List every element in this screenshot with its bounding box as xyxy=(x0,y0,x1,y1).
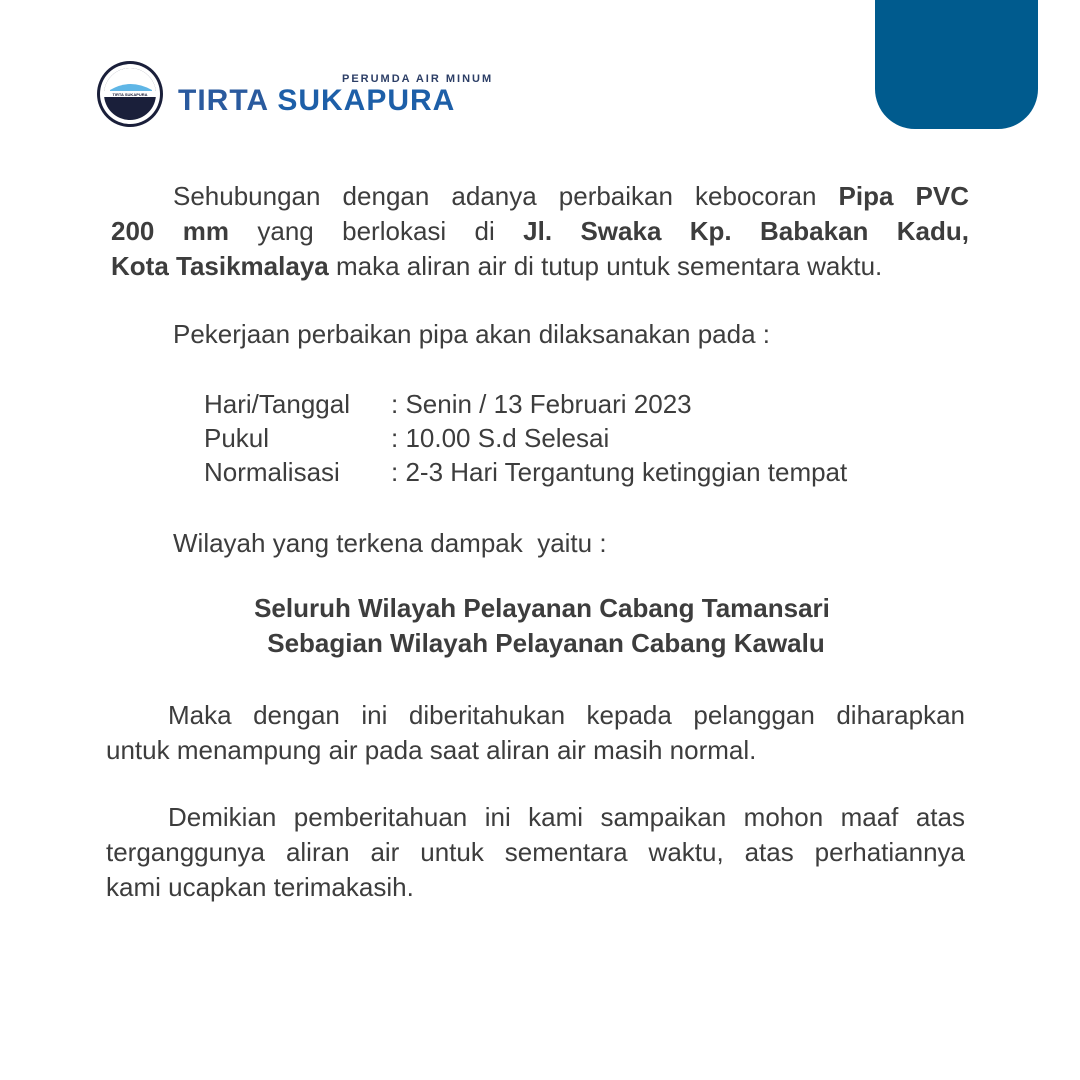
notice-paragraph xyxy=(106,698,965,768)
logo-tagline: PERUMDA AIR MINUM xyxy=(342,73,494,85)
closing-line-1: Demikian pemberitahuan ini kami sampaikan mohon maaf atas xyxy=(168,802,965,832)
affected-area-item: Seluruh Wilayah Pelayanan Cabang Tamansari xyxy=(254,593,830,623)
schedule-row-normalization xyxy=(204,455,847,489)
emblem-text: TIRTA SUKAPURA xyxy=(112,92,148,97)
affected-areas xyxy=(111,591,981,661)
logo-wordmark xyxy=(178,84,455,118)
affected-area-item: Sebagian Wilayah Pelayanan Cabang Kawalu xyxy=(267,628,825,658)
schedule-table xyxy=(204,387,847,489)
tirta-sukapura-emblem-icon xyxy=(96,60,164,128)
closing-line-2: terganggunya aliran air untuk sementara waktu, atas perhatiannya xyxy=(106,837,965,867)
intro-line-3: Kota Tasikmalaya maka aliran air di tutup untuk sementara waktu. xyxy=(111,251,883,281)
work-intro-text: Pekerjaan perbaikan pipa akan dilaksanakan pada : xyxy=(173,319,770,349)
notice-line-2: untuk menampung air pada saat aliran air masih normal. xyxy=(106,735,757,765)
notice-line-1: Maka dengan ini diberitahukan kepada pelanggan diharapkan xyxy=(168,700,965,730)
intro-line-2: 200 mm yang berlokasi di Jl. Swaka Kp. Babakan Kadu, xyxy=(111,216,970,246)
schedule-value: : Senin / 13 Februari 2023 xyxy=(391,389,692,419)
closing-line-3: kami ucapkan terimakasih. xyxy=(106,872,414,902)
schedule-row-time xyxy=(204,421,847,455)
schedule-row-date xyxy=(204,387,847,421)
schedule-value: : 2-3 Hari Tergantung ketinggian tempat xyxy=(391,457,848,487)
logo-name-part2: SUKAPURA xyxy=(277,84,456,117)
closing-paragraph xyxy=(106,800,965,905)
schedule-label: Hari/Tanggal xyxy=(204,389,350,419)
intro-line-1: Sehubungan dengan adanya perbaikan kebocoran Pipa PVC xyxy=(173,181,969,211)
corner-accent-tab xyxy=(875,0,1038,129)
logo-name-part1: TIRTA xyxy=(178,84,268,117)
schedule-value: : 10.00 S.d Selesai xyxy=(391,423,610,453)
schedule-label: Pukul xyxy=(204,423,270,453)
schedule-label: Normalisasi xyxy=(204,457,340,487)
intro-paragraph xyxy=(111,179,969,284)
areas-intro-text: Wilayah yang terkena dampak yaitu : xyxy=(173,528,607,558)
company-logo xyxy=(96,60,496,132)
